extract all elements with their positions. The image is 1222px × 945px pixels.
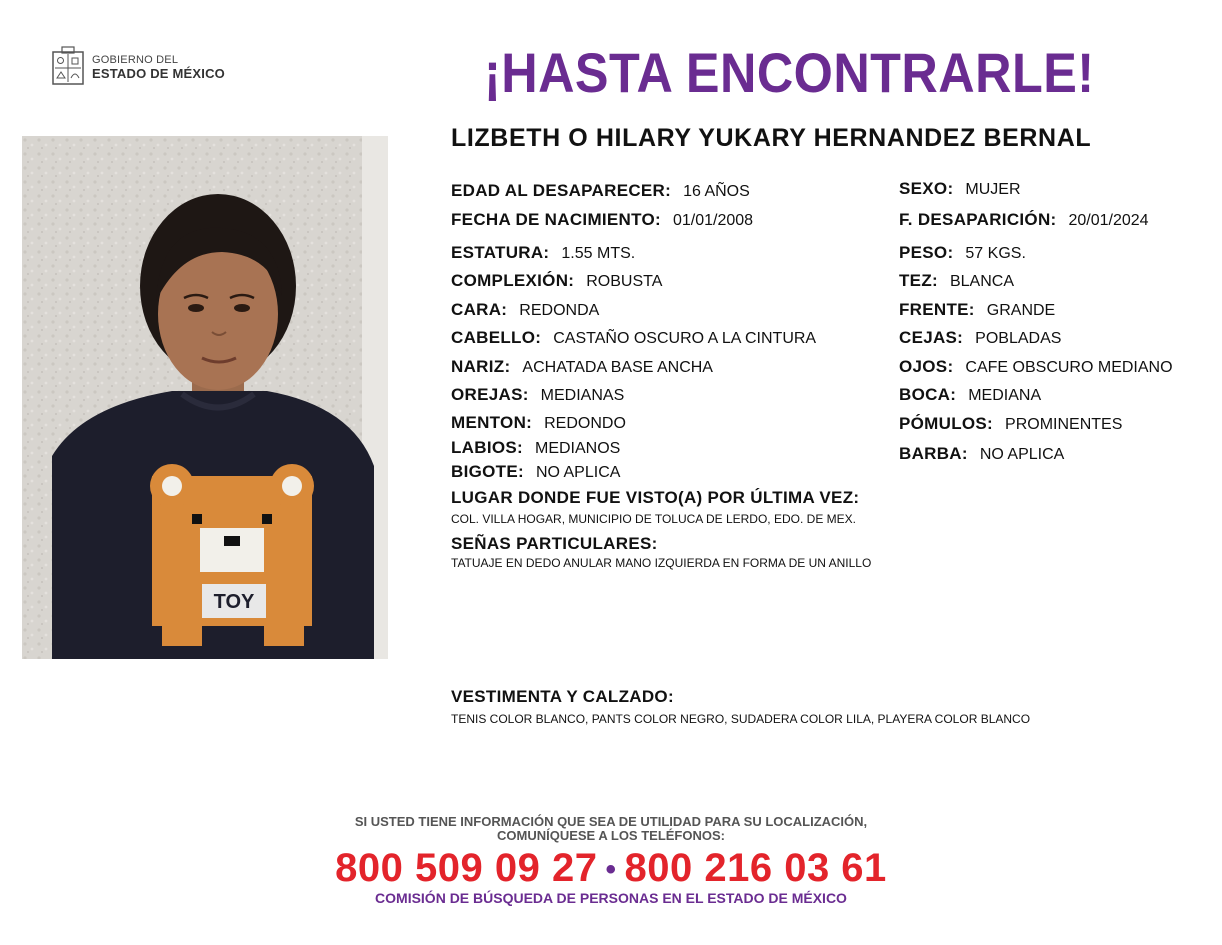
- field-value: NO APLICA: [979, 446, 1065, 463]
- field-value: BLANCA: [949, 273, 1014, 290]
- field-value: CAFE OBSCURO MEDIANO: [965, 359, 1173, 376]
- field-label: BIGOTE:: [451, 462, 524, 481]
- distinguishing-marks-value: TATUAJE EN DEDO ANULAR MANO IZQUIERDA EN FORMA DE UN ANILLO: [451, 556, 872, 570]
- field-disappearance-date: [899, 210, 1149, 230]
- info-line2: COMUNÍQUESE A LOS TELÉFONOS:: [497, 828, 725, 843]
- field-label: FRENTE:: [899, 300, 975, 319]
- field-mustache: [451, 462, 620, 482]
- field-label: COMPLEXIÓN:: [451, 271, 575, 290]
- field-weight: [899, 243, 1026, 263]
- field-label: FECHA DE NACIMIENTO:: [451, 210, 661, 229]
- field-label: PESO:: [899, 243, 954, 262]
- field-hair: [451, 328, 816, 348]
- field-value: 01/01/2008: [673, 212, 754, 229]
- phone-numbers: [0, 846, 1222, 891]
- field-label: SEXO:: [899, 179, 954, 198]
- headline: ¡HASTA ENCONTRARLE!: [484, 41, 1095, 104]
- clothing-label: VESTIMENTA Y CALZADO:: [451, 687, 674, 706]
- field-value: ACHATADA BASE ANCHA: [522, 359, 713, 376]
- field-value: CASTAÑO OSCURO A LA CINTURA: [553, 330, 817, 347]
- field-chin: [451, 413, 626, 433]
- phone-separator: •: [605, 853, 617, 887]
- field-label: TEZ:: [899, 271, 938, 290]
- field-value: ROBUSTA: [586, 273, 663, 290]
- field-value: 16 AÑOS: [683, 183, 750, 200]
- field-label: CARA:: [451, 300, 508, 319]
- field-eyes: [899, 357, 1173, 377]
- field-label: CEJAS:: [899, 328, 964, 347]
- field-ears: [451, 385, 624, 405]
- commission-name: COMISIÓN DE BÚSQUEDA DE PERSONAS EN EL ESTADO DE MÉXICO: [375, 890, 847, 906]
- field-label: NARIZ:: [451, 357, 511, 376]
- clothing-value: TENIS COLOR BLANCO, PANTS COLOR NEGRO, SUDADERA COLOR LILA, PLAYERA COLOR BLANCO: [451, 712, 1031, 726]
- government-logo: [50, 46, 225, 88]
- field-label: EDAD AL DESAPARECER:: [451, 181, 672, 200]
- government-name: [92, 54, 225, 80]
- field-value: MEDIANA: [968, 387, 1042, 404]
- field-birthdate: [451, 210, 753, 230]
- field-value: PROMINENTES: [1005, 416, 1123, 433]
- field-eyebrows: [899, 328, 1061, 348]
- field-face: [451, 300, 599, 320]
- last-seen-label: LUGAR DONDE FUE VISTO(A) POR ÚLTIMA VEZ:: [451, 488, 860, 507]
- field-label: PÓMULOS:: [899, 414, 994, 433]
- field-nose: [451, 357, 713, 377]
- field-value: GRANDE: [986, 302, 1056, 319]
- field-skin: [899, 271, 1014, 291]
- field-value: 20/01/2024: [1068, 212, 1149, 229]
- field-label: OREJAS:: [451, 385, 529, 404]
- org-line2: ESTADO DE MÉXICO: [92, 66, 225, 81]
- field-label: MENTON:: [451, 413, 533, 432]
- field-label: CABELLO:: [451, 328, 542, 347]
- field-beard: [899, 444, 1064, 464]
- field-mouth: [899, 385, 1041, 405]
- org-line1: GOBIERNO DEL: [92, 54, 179, 66]
- field-label: ESTATURA:: [451, 243, 550, 262]
- person-name: LIZBETH O HILARY YUKARY HERNANDEZ BERNAL: [451, 124, 1092, 152]
- field-value: REDONDA: [519, 302, 600, 319]
- info-line1: SI USTED TIENE INFORMACIÓN QUE SEA DE UTILIDAD PARA SU LOCALIZACIÓN,: [354, 814, 868, 829]
- phone-number-1[interactable]: 800 509 09 27: [335, 846, 598, 890]
- field-label: BARBA:: [899, 444, 968, 463]
- field-value: REDONDO: [544, 415, 626, 432]
- field-height: [451, 243, 635, 263]
- field-age: [451, 181, 750, 201]
- field-value: POBLADAS: [975, 330, 1062, 347]
- field-lips: [451, 438, 620, 458]
- photo-illustration: [22, 136, 388, 659]
- state-seal-icon: [50, 46, 86, 88]
- field-sex: [899, 179, 1021, 199]
- distinguishing-marks-label: SEÑAS PARTICULARES:: [451, 534, 658, 553]
- field-cheekbones: [899, 414, 1122, 434]
- phone-number-2[interactable]: 800 216 03 61: [624, 846, 887, 890]
- field-label: F. DESAPARICIÓN:: [899, 210, 1057, 229]
- field-value: 1.55 MTS.: [561, 245, 636, 262]
- field-value: MEDIANOS: [534, 440, 621, 457]
- missing-person-photo: [22, 136, 388, 659]
- field-value: MEDIANAS: [540, 387, 625, 404]
- field-forehead: [899, 300, 1055, 320]
- shirt-text: TOY: [213, 591, 255, 613]
- field-label: OJOS:: [899, 357, 954, 376]
- last-seen-value: COL. VILLA HOGAR, MUNICIPIO DE TOLUCA DE LERDO, EDO. DE MEX.: [451, 512, 856, 526]
- field-build: [451, 271, 662, 291]
- field-label: LABIOS:: [451, 438, 523, 457]
- field-value: 57 KGS.: [965, 245, 1026, 262]
- field-value: MUJER: [965, 181, 1021, 198]
- field-value: NO APLICA: [535, 464, 621, 481]
- field-label: BOCA:: [899, 385, 957, 404]
